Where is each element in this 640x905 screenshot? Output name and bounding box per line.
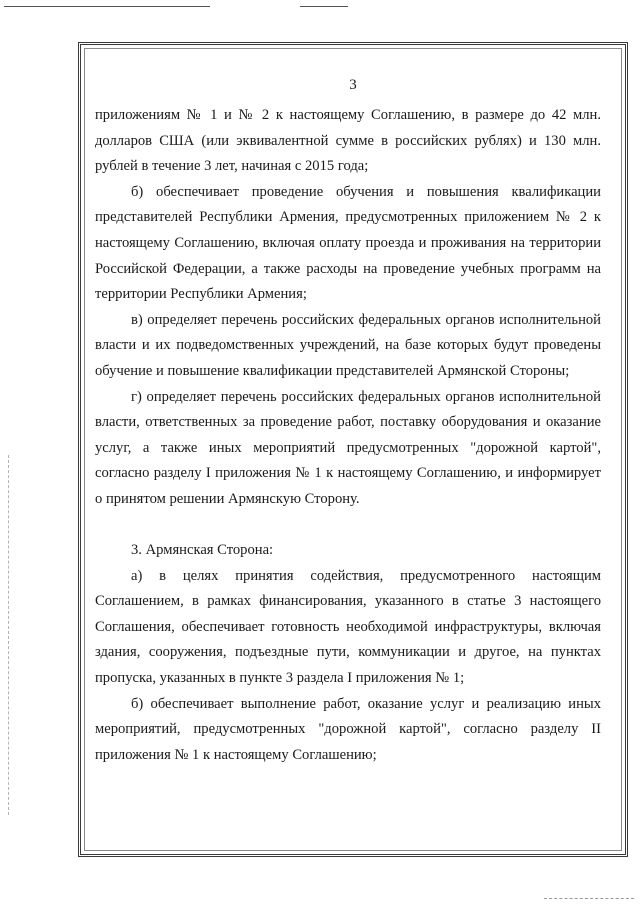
document-page-frame [78,42,628,857]
paragraph-item-a: а) в целях принятия содействия, предусмотренного настоящим Соглашением, в рамках финансирования, указанного в статье 3 настоящего Соглашения, обеспечивает готовность необходимой инфраструктуры, включая здания, сооружения, подъездные пути, коммуникации и другое, на пунктах пропуска, указанных в пункте 3 раздела I приложения № 1; [95,567,601,687]
paragraph-continuation: приложениям № 1 и № 2 к настоящему Соглашению, в размере до 42 млн. долларов США (или эквивалентной сумме в российских рублях) и 130 млн. рублей в течение 3 лет, начиная с 2015 года; [95,107,601,175]
paragraph-item-g: г) определяет перечень российских федеральных органов исполнительной власти, ответственных за проведение работ, поставку оборудования и оказание услуг, а также иных мероприятий предусмотренных "дорожной картой", согласно разделу I приложения № 1 к настоящему Соглашению, и информирует о принятом решении Армянскую Сторону. [95,388,601,507]
paragraph-item-v: в) определяет перечень российских федеральных органов исполнительной власти и их подведомственных учреждений, на базе которых будут проведены обучение и повышение квалификации представителей Армянской Стороны; [95,311,601,379]
paragraph-item-b: б) обеспечивает проведение обучения и повышения квалификации представителей Республики Армения, предусмотренных приложением № 2 к настоящему Соглашению, включая оплату проезда и проживания на территории Российской Федерации, а также расходы на проведение учебных программ на территории Республики Армения; [95,183,601,303]
scan-top-rule-right [300,6,348,7]
scan-top-rule-left [4,6,210,7]
section-heading-armenian-side: 3. Армянская Сторона: [131,542,274,559]
scan-edge-marks [8,455,11,815]
paragraph-item-b-armenian: б) обеспечивает выполнение работ, оказание услуг и реализацию иных мероприятий, предусмотренных "дорожной картой", согласно разделу II приложения № 1 к настоящему Соглашению; [95,695,601,763]
document-body [95,103,601,768]
scan-bottom-marks [544,898,634,899]
page-number: 3 [349,77,357,93]
